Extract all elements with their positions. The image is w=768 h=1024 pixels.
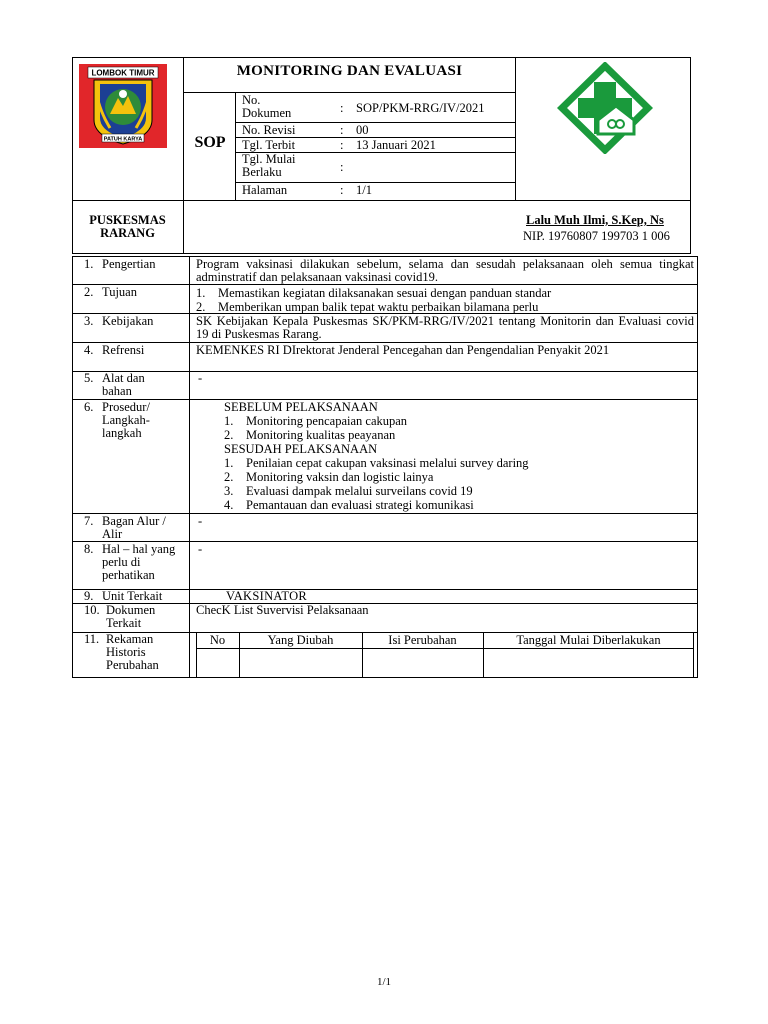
logo-motto-text: PATUH KARYA [103, 136, 143, 143]
section-content-pengertian: Program vaksinasi dilakukan sebelum, selama dan sesudah pelaksanaan oleh semua tingkat adminstratif dan pelaksanaan vaksinasi covid19. [196, 257, 694, 284]
org-name-line-1: PUSKESMAS [89, 213, 166, 227]
meta-table [236, 93, 515, 200]
section-content-prosedur [220, 400, 690, 512]
meta-label: No. Dokumen [242, 93, 292, 120]
meta-value: SOP/PKM-RRG/IV/2021 [356, 101, 485, 115]
list-item: 2. Monitoring kualitas peayanan [224, 428, 396, 442]
section-label-dokumen-terkait: 10. Dokumen Terkait [84, 603, 156, 630]
meta-value: 13 Januari 2021 [356, 138, 436, 152]
subsection-title: SESUDAH PELAKSANAAN [224, 442, 378, 456]
section-label-refrensi: 4. Refrensi [84, 343, 145, 357]
meta-label: Tgl. Mulai Berlaku [242, 152, 296, 179]
meta-sep: : [340, 160, 344, 174]
puskesmas-logo [556, 62, 654, 154]
org-name [72, 214, 183, 240]
section-label-bagan-alur: 7. Bagan Alur / Alir [84, 514, 166, 541]
section-content-tujuan [191, 286, 694, 314]
section-content-hal-hal: - [198, 542, 203, 556]
subsection-title: SEBELUM PELAKSANAAN [224, 400, 378, 414]
meta-label: Halaman [242, 183, 288, 197]
history-header-isi-perubahan: Isi Perubahan [388, 633, 457, 647]
meta-sep: : [340, 101, 344, 115]
page-number: 1/1 [376, 976, 392, 988]
signatory-nip: NIP. 19760807 199703 1 006 [523, 229, 670, 243]
meta-label: No. Revisi [242, 123, 296, 137]
signatory-name: Lalu Muh Ilmi, S.Kep, Ns [526, 213, 664, 227]
meta-value: 1/1 [356, 183, 372, 197]
meta-sep: : [340, 138, 344, 152]
section-label-pengertian: 1. Pengertian [84, 257, 156, 271]
meta-sep: : [340, 183, 344, 197]
history-header-tanggal: Tanggal Mulai Diberlakukan [516, 633, 661, 647]
history-header-yang-diubah: Yang Diubah [267, 633, 334, 647]
meta-row [236, 138, 515, 153]
section-label-hal-hal: 8. Hal – hal yang perlu di perhatikan [84, 542, 176, 582]
list-item: 2. Monitoring vaksin dan logistic lainya [224, 470, 434, 484]
district-logo [76, 62, 170, 150]
meta-row [236, 183, 515, 200]
list-item: 4. Pemantauan dan evaluasi strategi komunikasi [224, 498, 474, 512]
sop-label: SOP [194, 134, 226, 151]
list-item: 3. Evaluasi dampak melalui surveilans covid 19 [224, 484, 473, 498]
section-content-unit-terkait: VAKSINATOR [226, 589, 308, 603]
logo-banner-text: LOMBOK TIMUR [91, 68, 155, 78]
section-label-kebijakan: 3. Kebijakan [84, 314, 154, 328]
list-item: 1. Penilaian cepat cakupan vaksinasi melalui survey daring [224, 456, 529, 470]
list-item: 1. Memastikan kegiatan dilaksanakan sesuai dengan panduan standar [196, 286, 552, 300]
meta-value: 00 [356, 123, 369, 137]
org-name-line-2: RARANG [100, 226, 155, 240]
section-label-prosedur: 6. Prosedur/ Langkah-langkah [84, 400, 150, 440]
section-label-alat-bahan: 5. Alat dan bahan [84, 371, 145, 398]
section-content-kebijakan: SK Kebijakan Kepala Puskesmas SK/PKM-RRG/IV/2021 tentang Monitorin dan Evaluasi covid 19 di Puskesmas Rarang. [196, 314, 694, 341]
meta-sep: : [340, 123, 344, 137]
section-label-tujuan: 2. Tujuan [84, 285, 137, 299]
section-content-refrensi: KEMENKES RI DIrektorat Jenderal Pencegahan dan Pengendalian Penyakit 2021 [196, 343, 610, 357]
list-item: 2. Memberikan umpan balik tepat waktu perbaikan bilamana perlu [196, 300, 539, 314]
document-title: MONITORING DAN EVALUASI [236, 63, 463, 79]
section-content-bagan-alur: - [198, 514, 203, 528]
meta-label: Tgl. Terbit [242, 138, 296, 152]
meta-row [236, 93, 515, 123]
section-content-alat-bahan: - [198, 371, 203, 385]
section-content-dokumen-terkait: ChecK List Suvervisi Pelaksanaan [196, 603, 369, 617]
section-label-rekaman-historis: 11. Rekaman Historis Perubahan [84, 632, 159, 672]
section-label-unit-terkait: 9. Unit Terkait [84, 589, 163, 603]
list-item: 1. Monitoring pencapaian cakupan [224, 414, 408, 428]
history-header-no: No [209, 633, 226, 647]
meta-row [236, 153, 515, 183]
meta-row [236, 123, 515, 138]
